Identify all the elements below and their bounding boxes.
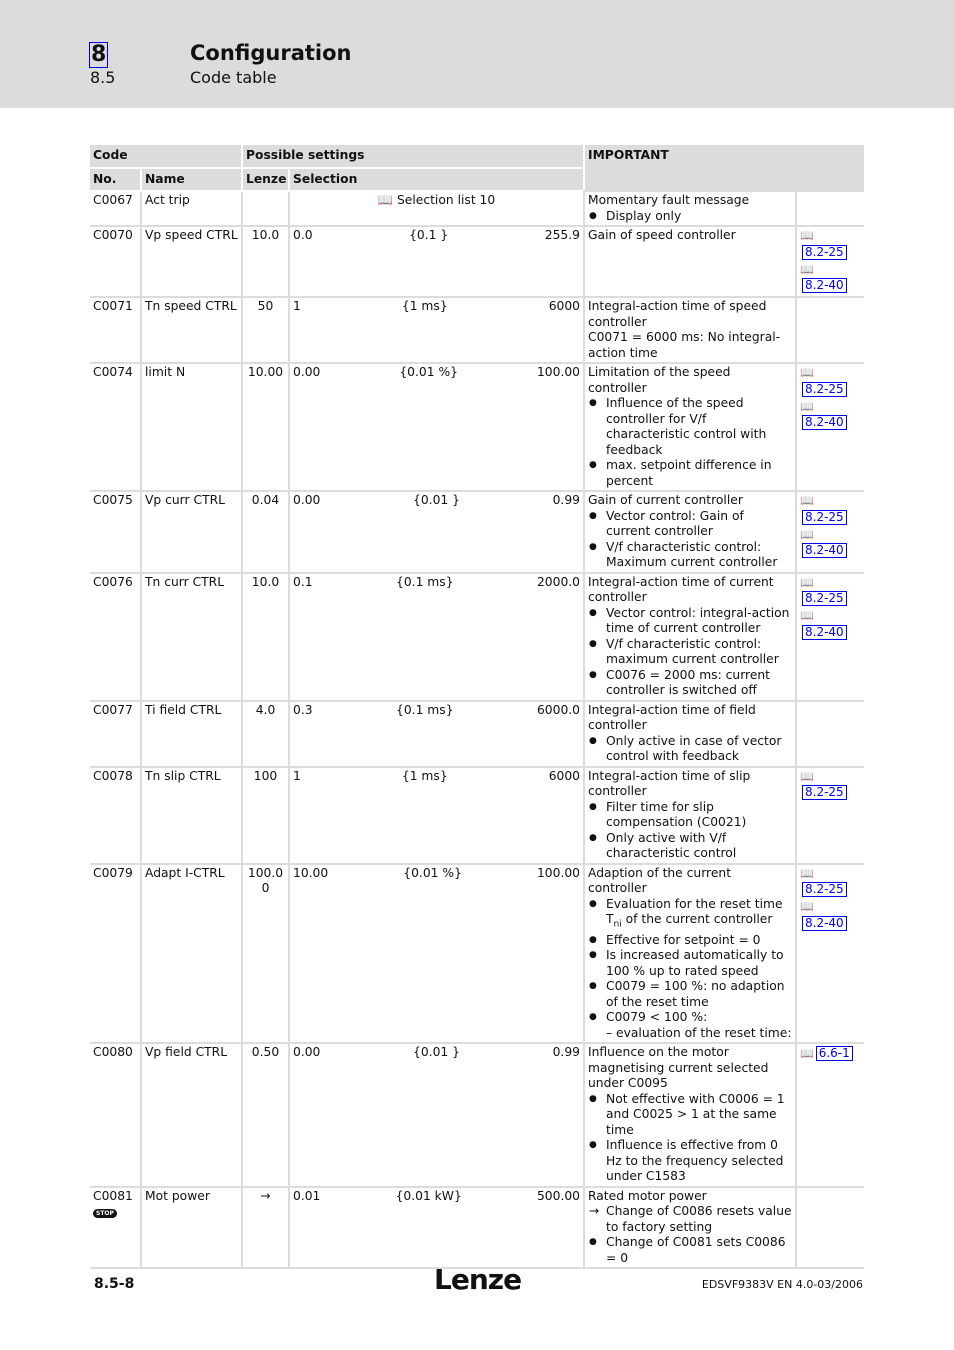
important-text: Influence on the motor magnetising current selected under C0095 xyxy=(588,1045,769,1091)
selection-range xyxy=(293,703,580,719)
reference-cell xyxy=(796,1043,864,1187)
code-name: Vp field CTRL xyxy=(141,1043,242,1187)
document-id: EDSVF9383V EN 4.0-03/2006 xyxy=(701,1278,863,1291)
selection-min: 1 xyxy=(293,299,301,313)
important-text: Limitation of the speed controller xyxy=(588,365,731,395)
bullet-list xyxy=(588,1092,792,1185)
bullet-list xyxy=(588,209,792,225)
book-icon: 📖 xyxy=(800,399,814,413)
stop-icon: STOP xyxy=(93,1209,117,1218)
code-no-cell xyxy=(90,1043,141,1187)
important-text: Gain of current controller xyxy=(588,493,743,507)
important-cell xyxy=(584,491,796,573)
reference-link[interactable]: 6.6-1 xyxy=(816,1046,853,1061)
reference xyxy=(800,365,861,398)
reference-cell xyxy=(796,1187,864,1269)
book-icon: 📖 xyxy=(800,262,814,276)
reference-link[interactable]: 8.2-40 xyxy=(802,278,847,293)
selection-range xyxy=(293,1045,580,1061)
header-lenze: Lenze xyxy=(242,168,289,192)
important-cell xyxy=(584,1043,796,1187)
selection-max: 0.99 xyxy=(552,493,580,507)
page-header xyxy=(0,0,954,108)
reference xyxy=(800,527,861,560)
code-no: C0081 xyxy=(93,1188,133,1203)
table-row xyxy=(90,491,864,573)
selection-step: {0.1 ms} xyxy=(396,574,454,589)
reference-cell xyxy=(796,363,864,491)
bullet-list xyxy=(588,509,792,571)
lenze-default: 4.0 xyxy=(242,701,289,767)
reference xyxy=(800,1045,861,1062)
code-no-cell xyxy=(90,864,141,1044)
book-icon: 📖 xyxy=(800,866,814,880)
code-no-cell xyxy=(90,191,141,226)
selection-min: 0.3 xyxy=(293,702,313,717)
selection-max: 6000 xyxy=(548,768,580,783)
table-row xyxy=(90,226,864,297)
header-important: IMPORTANT xyxy=(584,145,864,191)
reference-link[interactable]: 8.2-25 xyxy=(802,245,847,260)
reference xyxy=(800,262,861,295)
dash-item: – evaluation of the reset time: xyxy=(606,1025,792,1040)
bullet-item: ● Only active with V/f characteristic control xyxy=(588,831,792,862)
code-name: Vp speed CTRL xyxy=(141,226,242,297)
reference-cell xyxy=(796,701,864,767)
table-header-row-1 xyxy=(90,145,864,168)
bullet-item: ● Evaluation for the reset time $T_{ni}$ of the current controller xyxy=(588,897,792,933)
chapter-title: Configuration xyxy=(190,41,352,65)
bullet-item: ● max. setpoint difference in percent xyxy=(588,458,792,489)
reference xyxy=(800,608,861,641)
lenze-default: 50 xyxy=(242,297,289,363)
bullet-item: ● C0076 = 2000 ms: current controller is switched off xyxy=(588,668,792,699)
code-name: limit N xyxy=(141,363,242,491)
reference-cell xyxy=(796,864,864,1044)
code-name: Tn speed CTRL xyxy=(141,297,242,363)
code-name: Ti field CTRL xyxy=(141,701,242,767)
important-cell xyxy=(584,1187,796,1269)
code-no: C0078 xyxy=(93,768,133,783)
reference-link[interactable]: 8.2-25 xyxy=(802,382,847,397)
selection-max: 0.99 xyxy=(552,1045,580,1060)
selection-step: {0.01 } xyxy=(413,1045,460,1060)
bullet-item: ● Change of C0081 sets C0086 = 0 xyxy=(588,1235,792,1266)
code-no-cell xyxy=(90,573,141,701)
code-no: C0070 xyxy=(93,228,133,242)
selection-cell xyxy=(289,1187,584,1269)
section-title: Code table xyxy=(190,68,277,87)
arrow-list xyxy=(588,1204,792,1235)
code-no: C0079 xyxy=(93,865,133,880)
important-text: Rated motor power xyxy=(588,1188,707,1203)
code-no-cell xyxy=(90,701,141,767)
lenze-default: 10.0 xyxy=(242,573,289,701)
code-no-cell xyxy=(90,297,141,363)
selection-min: 10.00 xyxy=(293,865,329,880)
code-no: C0075 xyxy=(93,493,133,507)
reference-cell xyxy=(796,767,864,864)
reference xyxy=(800,493,861,526)
selection-min: 0.0 xyxy=(293,228,313,242)
important-cell xyxy=(584,191,796,226)
table-row xyxy=(90,1187,864,1269)
table-row xyxy=(90,1043,864,1187)
table-row xyxy=(90,191,864,226)
table-body xyxy=(90,191,864,1268)
selection-min: 0.00 xyxy=(293,365,321,379)
lenze-default: 0.04 xyxy=(242,491,289,573)
lenze-default: 10.0 xyxy=(242,226,289,297)
code-no: C0067 xyxy=(93,193,133,207)
selection-range xyxy=(293,493,580,509)
selection-cell xyxy=(289,363,584,491)
selection-min: 0.00 xyxy=(293,493,321,507)
book-icon: 📖 xyxy=(800,229,814,242)
important-text: Integral-action time of slip controller xyxy=(588,768,751,798)
bullet-list xyxy=(588,396,792,489)
selection-range xyxy=(293,365,580,381)
code-name: Tn slip CTRL xyxy=(141,767,242,864)
book-icon: 📖 xyxy=(800,609,814,622)
bullet-item: ● Influence is effective from 0 Hz to the frequency selected under C1583 xyxy=(588,1138,792,1185)
reference-cell xyxy=(796,191,864,226)
reference-link[interactable]: 8.2-40 xyxy=(802,415,847,430)
header-name: Name xyxy=(141,168,242,192)
selection-step: {0.1 } xyxy=(409,228,449,242)
selection-max: 6000.0 xyxy=(536,702,580,717)
selection-cell xyxy=(289,864,584,1044)
bullet-item: ● Vector control: Gain of current controller xyxy=(588,509,792,540)
important-text: Integral-action time of current controller xyxy=(588,574,774,604)
bullet-item: ● Filter time for slip compensation (C0021) xyxy=(588,800,792,831)
bullet-item: ● C0079 < 100 %: xyxy=(588,1010,792,1026)
lenze-default xyxy=(242,191,289,226)
selection-list-ref: 📖 Selection list 10 xyxy=(377,193,496,207)
selection-max: 500.00 xyxy=(536,1188,580,1203)
bullet-item: ● Is increased automatically to 100 % up to rated speed xyxy=(588,948,792,979)
reference-link[interactable]: 8.2-40 xyxy=(802,543,847,558)
code-no-cell xyxy=(90,363,141,491)
selection-cell xyxy=(289,767,584,864)
important-text: Momentary fault message xyxy=(588,193,750,207)
lenze-default: 100 xyxy=(242,767,289,864)
selection-min: 0.01 xyxy=(293,1188,321,1203)
reference-link[interactable]: 8.2-25 xyxy=(802,591,847,606)
book-icon: 📖 xyxy=(800,366,814,379)
selection-max: 6000 xyxy=(548,299,580,313)
code-no: C0071 xyxy=(93,299,133,313)
lenze-logo: Lenze xyxy=(434,1263,522,1296)
selection-step: {0.01 } xyxy=(413,493,460,507)
lenze-default: → xyxy=(242,1187,289,1269)
selection-range xyxy=(293,866,580,882)
selection-step: {0.01 %} xyxy=(403,865,462,880)
code-name: Tn curr CTRL xyxy=(141,573,242,701)
code-no: C0076 xyxy=(93,574,133,589)
code-name: Act trip xyxy=(141,191,242,226)
section-number: 8.5 xyxy=(90,68,116,87)
important-cell xyxy=(584,864,796,1044)
bullet-item: ● Not effective with C0006 = 1 and C0025 > 1 at the same time xyxy=(588,1092,792,1139)
bullet-item: ● C0079 = 100 %: no adaption of the reset time xyxy=(588,979,792,1010)
selection-max: 100.00 xyxy=(536,865,580,880)
important-text: Gain of speed controller xyxy=(588,228,736,242)
chapter-number[interactable]: 8 xyxy=(91,42,107,67)
bullet-item: ● Display only xyxy=(588,209,792,225)
code-no: C0077 xyxy=(93,702,133,717)
selection-cell xyxy=(289,573,584,701)
selection-step: {1 ms} xyxy=(401,299,448,313)
reference xyxy=(800,228,861,261)
selection-max: 255.9 xyxy=(544,228,580,242)
code-name: Vp curr CTRL xyxy=(141,491,242,573)
table-row xyxy=(90,767,864,864)
lenze-default: 0.50 xyxy=(242,1043,289,1187)
reference xyxy=(800,866,861,899)
bullet-item: ● Vector control: integral-action time of current controller xyxy=(588,606,792,637)
reference-cell xyxy=(796,491,864,573)
selection-max: 100.00 xyxy=(536,365,580,379)
reference xyxy=(800,575,861,608)
selection-cell xyxy=(289,491,584,573)
selection-step: {1 ms} xyxy=(401,768,448,783)
book-icon: 📖 xyxy=(800,527,814,541)
code-no-cell xyxy=(90,226,141,297)
important-cell xyxy=(584,226,796,297)
book-icon: 📖 xyxy=(800,900,814,913)
book-icon: 📖 xyxy=(800,769,814,783)
reference-cell xyxy=(796,226,864,297)
reference-link[interactable]: 8.2-25 xyxy=(802,785,847,800)
table-row xyxy=(90,297,864,363)
page-number: 8.5-8 xyxy=(94,1276,135,1292)
bullet-item: ● Only active in case of vector control with feedback xyxy=(588,734,792,765)
reference-link[interactable]: 8.2-40 xyxy=(802,625,847,640)
bullet-item: ● V/f characteristic control: maximum current controller xyxy=(588,637,792,668)
lenze-default: 100.0 0 xyxy=(242,864,289,1044)
selection-cell xyxy=(289,297,584,363)
bullet-list xyxy=(588,606,792,699)
bullet-list xyxy=(588,734,792,765)
important-text: Integral-action time of speed controller xyxy=(588,299,767,329)
important-cell xyxy=(584,363,796,491)
arrow-item: → Change of C0086 resets value to factory setting xyxy=(588,1204,792,1235)
important-text: Adaption of the current controller xyxy=(588,865,732,895)
reference xyxy=(800,399,861,432)
important-cell xyxy=(584,701,796,767)
important-cell xyxy=(584,573,796,701)
reference xyxy=(800,899,861,932)
selection-cell xyxy=(289,191,584,226)
code-no-cell xyxy=(90,767,141,864)
reference-cell xyxy=(796,297,864,363)
important-text: Integral-action time of field controller xyxy=(588,702,756,732)
important-text: C0071 = 6000 ms: No integral-action time xyxy=(588,330,781,360)
selection-range xyxy=(293,1189,580,1205)
table-row xyxy=(90,363,864,491)
selection-range xyxy=(293,228,580,244)
selection-min: 0.1 xyxy=(293,574,313,589)
reference-cell xyxy=(796,573,864,701)
selection-min: 0.00 xyxy=(293,1045,321,1060)
reference-link[interactable]: 8.2-25 xyxy=(802,510,847,525)
bullet-list xyxy=(588,897,792,1026)
table-row xyxy=(90,864,864,1044)
selection-range xyxy=(293,575,580,591)
book-icon: 📖 xyxy=(800,494,814,507)
selection-min: 1 xyxy=(293,768,301,783)
code-name: Adapt I-CTRL xyxy=(141,864,242,1044)
selection-step: {0.01 %} xyxy=(399,365,458,379)
code-table xyxy=(90,145,864,1269)
subscript: ni xyxy=(613,919,622,930)
table-row xyxy=(90,701,864,767)
bullet-item: ● V/f characteristic control: Maximum current controller xyxy=(588,540,792,571)
bullet-item: ● Effective for setpoint = 0 xyxy=(588,933,792,949)
selection-range xyxy=(293,299,580,315)
reference-link[interactable]: 8.2-40 xyxy=(802,916,847,931)
book-icon: 📖 xyxy=(800,1047,814,1061)
selection-cell xyxy=(289,701,584,767)
bullet-list xyxy=(588,800,792,862)
selection-range xyxy=(293,769,580,785)
header-selection: Selection xyxy=(289,168,584,192)
table-row xyxy=(90,573,864,701)
code-name: Mot power xyxy=(141,1187,242,1269)
header-no: No. xyxy=(90,168,141,192)
reference-link[interactable]: 8.2-25 xyxy=(802,882,847,897)
important-cell xyxy=(584,297,796,363)
selection-step: {0.01 kW} xyxy=(395,1188,462,1203)
header-code: Code xyxy=(90,145,242,168)
code-no-cell xyxy=(90,1187,141,1269)
code-no: C0080 xyxy=(93,1045,133,1060)
important-cell xyxy=(584,767,796,864)
selection-max: 2000.0 xyxy=(536,574,580,589)
lenze-default: 10.00 xyxy=(242,363,289,491)
header-possible-settings: Possible settings xyxy=(242,145,584,168)
bullet-list xyxy=(588,1235,792,1266)
bullet-item: ● Influence of the speed controller for V/f characteristic control with feedback xyxy=(588,396,792,458)
selection-cell xyxy=(289,226,584,297)
code-no: C0074 xyxy=(93,365,133,379)
selection-step: {0.1 ms} xyxy=(396,702,454,717)
book-icon: 📖 xyxy=(800,575,814,589)
reference xyxy=(800,769,861,802)
selection-cell xyxy=(289,1043,584,1187)
code-no-cell xyxy=(90,491,141,573)
